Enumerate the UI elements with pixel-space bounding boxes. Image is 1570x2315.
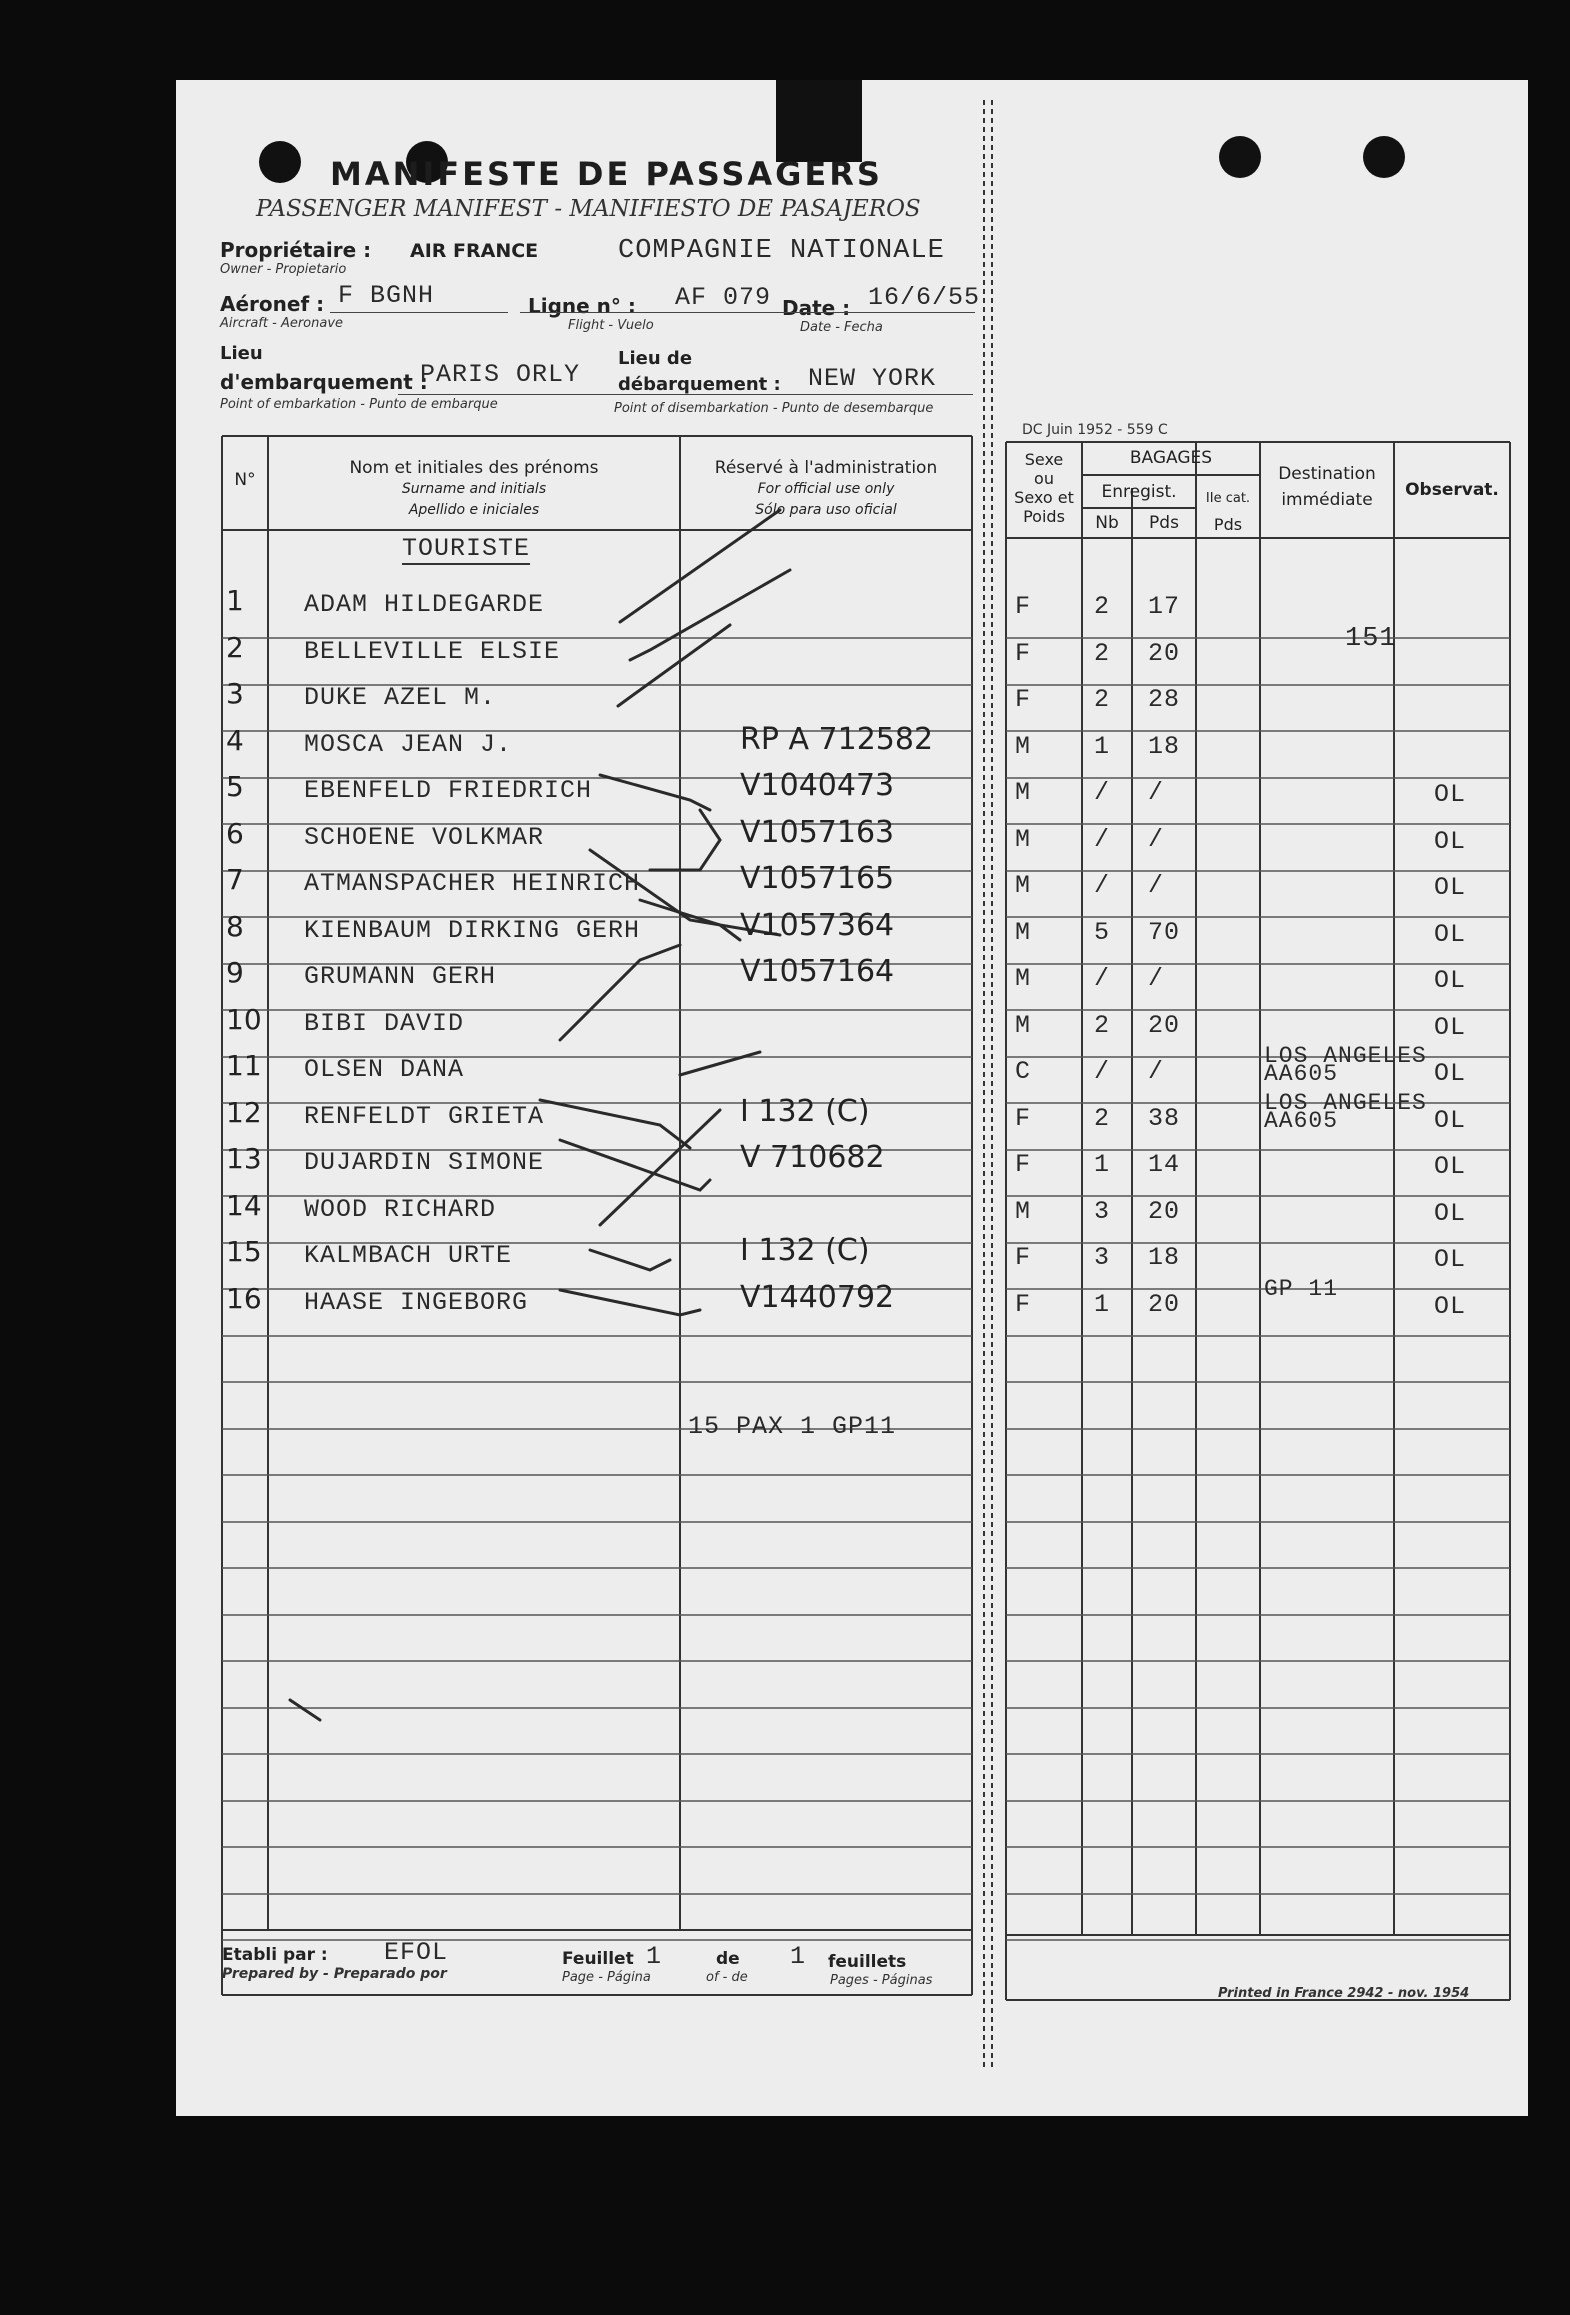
passenger-sex: F — [1015, 685, 1032, 714]
baggage-count: 2 — [1094, 685, 1111, 714]
col-sex-3: Sexo et — [1014, 488, 1074, 507]
passenger-name: DUJARDIN SIMONE — [304, 1148, 545, 1177]
passenger-sex: F — [1015, 1290, 1032, 1319]
prepared-sub: Prepared by - Preparado por — [222, 1966, 447, 1982]
passenger-observation: OL — [1434, 1013, 1467, 1042]
baggage-weight: 14 — [1148, 1150, 1181, 1179]
col-name — [268, 458, 680, 520]
flight-value: AF 079 — [675, 283, 772, 312]
embark-value: PARIS ORLY — [420, 360, 581, 389]
col-enregist: Enregist. — [1101, 482, 1177, 502]
section-touriste-label: TOURISTE — [402, 534, 531, 563]
owner-sub: Owner - Propietario — [220, 262, 347, 277]
col-name-es: Apellido e iniciales — [408, 502, 540, 518]
date-sub: Date - Fecha — [800, 320, 883, 335]
passenger-name: OLSEN DANA — [304, 1055, 465, 1084]
of-value: 1 — [790, 1942, 807, 1971]
passenger-name: EBENFELD FRIEDRICH — [304, 776, 593, 805]
form-reference: DC Juin 1952 - 559 C — [1022, 422, 1168, 438]
col-name-en: Surname and initials — [401, 481, 547, 497]
date-value: 16/6/55 — [868, 283, 981, 312]
totals-line: 15 PAX 1 GP11 — [688, 1412, 897, 1441]
passenger-number: 10 — [226, 1003, 262, 1036]
passenger-observation: OL — [1434, 1059, 1467, 1088]
passenger-name: KALMBACH URTE — [304, 1241, 513, 1270]
form-title: MANIFESTE DE PASSAGERS — [330, 155, 883, 193]
passenger-sex: C — [1015, 1057, 1032, 1086]
sheet-value: 1 — [646, 1942, 663, 1971]
sheets-label: feuillets — [828, 1952, 907, 1972]
embark-sub: Point of embarkation - Punto de embarque — [220, 397, 498, 412]
col-no: N° — [234, 470, 256, 490]
passenger-number: 6 — [226, 817, 244, 850]
passenger-sex: M — [1015, 871, 1032, 900]
col-sex-1: Sexe — [1024, 450, 1064, 469]
col-admin-en: For official use only — [757, 481, 895, 497]
sheet-label: Feuillet — [562, 1949, 634, 1969]
of-sub: of - de — [706, 1970, 748, 1985]
col-destination — [1260, 464, 1394, 510]
passenger-name: GRUMANN GERH — [304, 962, 497, 991]
baggage-count: 1 — [1094, 1290, 1111, 1319]
baggage-weight: 20 — [1148, 639, 1181, 668]
aircraft-sub: Aircraft - Aeronave — [220, 316, 344, 331]
baggage-weight: 28 — [1148, 685, 1181, 714]
passenger-destination: LOS ANGELES AA605 — [1264, 1090, 1427, 1134]
passenger-name: ATMANSPACHER HEINRICH — [304, 869, 641, 898]
passenger-observation: OL — [1434, 873, 1467, 902]
owner-label: Propriétaire : — [220, 238, 372, 262]
passenger-name: HAASE INGEBORG — [304, 1288, 529, 1317]
page-number: 151 — [1345, 624, 1397, 654]
passenger-number: 14 — [226, 1189, 262, 1222]
baggage-count: / — [1094, 825, 1111, 854]
passenger-sex: F — [1015, 1243, 1032, 1272]
baggage-weight: 20 — [1148, 1290, 1181, 1319]
passenger-number: 5 — [226, 770, 244, 803]
sheet-sub: Page - Página — [562, 1970, 651, 1985]
passenger-name: RENFELDT GRIETA — [304, 1102, 545, 1131]
col-class2-1: IIe cat. — [1205, 491, 1251, 506]
col-nb: Nb — [1095, 513, 1119, 533]
baggage-weight: / — [1148, 1057, 1165, 1086]
passenger-number: 15 — [226, 1235, 262, 1268]
passenger-name: KIENBAUM DIRKING GERH — [304, 916, 641, 945]
baggage-weight: / — [1148, 778, 1165, 807]
baggage-count: 2 — [1094, 1011, 1111, 1040]
passenger-name: SCHOENE VOLKMAR — [304, 823, 545, 852]
baggage-weight: 18 — [1148, 732, 1181, 761]
aircraft-underline — [330, 312, 508, 313]
passenger-admin-note: V1057163 — [740, 815, 895, 850]
baggage-count: 3 — [1094, 1197, 1111, 1226]
passenger-number: 4 — [226, 724, 244, 757]
passenger-name: ADAM HILDEGARDE — [304, 590, 545, 619]
col-admin — [680, 458, 972, 520]
disembark-value: NEW YORK — [808, 364, 937, 393]
passenger-observation: OL — [1434, 780, 1467, 809]
baggage-count: 2 — [1094, 592, 1111, 621]
col-observations: Observat. — [1405, 480, 1499, 500]
prepared-value: EFOL — [384, 1938, 449, 1967]
of-label: de — [716, 1949, 740, 1969]
passenger-sex: F — [1015, 639, 1032, 668]
passenger-number: 2 — [226, 631, 244, 664]
passenger-observation: OL — [1434, 966, 1467, 995]
passenger-admin-note: V1057364 — [740, 908, 895, 943]
baggage-weight: 17 — [1148, 592, 1181, 621]
passenger-sex: F — [1015, 1104, 1032, 1133]
passenger-number: 9 — [226, 956, 244, 989]
passenger-destination: LOS ANGELES AA605 — [1264, 1043, 1427, 1087]
embark-label-1: Lieu — [220, 343, 263, 364]
baggage-weight: / — [1148, 825, 1165, 854]
col-pds: Pds — [1149, 513, 1179, 533]
passenger-sex: M — [1015, 732, 1032, 761]
passenger-name: BELLEVILLE ELSIE — [304, 637, 561, 666]
col-admin-es: Sólo para uso oficial — [755, 502, 897, 518]
sheets-sub: Pages - Páginas — [830, 1973, 933, 1988]
passenger-admin-note: I 132 (C) — [740, 1094, 870, 1129]
baggage-count: 1 — [1094, 732, 1111, 761]
baggage-count: 1 — [1094, 1150, 1111, 1179]
baggage-count: / — [1094, 964, 1111, 993]
passenger-admin-note: V1040473 — [740, 768, 895, 803]
passenger-destination: GP 11 — [1264, 1276, 1339, 1302]
form-subtitle: PASSENGER MANIFEST - MANIFIESTO DE PASAJEROS — [256, 196, 921, 222]
col-sex — [1006, 450, 1082, 526]
passenger-observation: OL — [1434, 1152, 1467, 1181]
baggage-count: 3 — [1094, 1243, 1111, 1272]
passenger-name: DUKE AZEL M. — [304, 683, 497, 712]
passenger-name: MOSCA JEAN J. — [304, 730, 513, 759]
passenger-number: 7 — [226, 863, 244, 896]
passenger-admin-note: I 132 (C) — [740, 1233, 870, 1268]
passenger-observation: OL — [1434, 1292, 1467, 1321]
passenger-sex: M — [1015, 778, 1032, 807]
passenger-number: 11 — [226, 1049, 262, 1082]
col-bagages: BAGAGES — [1129, 448, 1213, 468]
printed-note: Printed in France 2942 - nov. 1954 — [1218, 1986, 1470, 2001]
passenger-sex: M — [1015, 918, 1032, 947]
aircraft-value: F BGNH — [338, 281, 435, 310]
flight-label: Ligne n° : — [528, 294, 636, 318]
disembark-label-1: Lieu de — [618, 348, 693, 369]
prepared-label: Etabli par : — [222, 1945, 328, 1965]
baggage-count: / — [1094, 778, 1111, 807]
flight-sub: Flight - Vuelo — [568, 318, 654, 333]
disembark-underline — [398, 394, 973, 395]
owner-printed: AIR FRANCE — [410, 240, 539, 262]
passenger-number: 12 — [226, 1096, 262, 1129]
col-sex-4: Poids — [1023, 507, 1065, 526]
passenger-sex: M — [1015, 1197, 1032, 1226]
baggage-weight: 70 — [1148, 918, 1181, 947]
col-admin-fr: Réservé à l'administration — [714, 458, 938, 478]
col-sex-2: ou — [1034, 469, 1054, 488]
passenger-sex: F — [1015, 1150, 1032, 1179]
passenger-admin-note: V1057164 — [740, 954, 895, 989]
passenger-name: WOOD RICHARD — [304, 1195, 497, 1224]
passenger-sex: M — [1015, 825, 1032, 854]
passenger-number: 8 — [226, 910, 244, 943]
col-name-fr: Nom et initiales des prénoms — [349, 458, 599, 478]
col-class2-2: Pds — [1213, 515, 1243, 534]
col-class2 — [1196, 486, 1260, 538]
col-destination-1: Destination — [1278, 464, 1376, 484]
passenger-observation: OL — [1434, 1245, 1467, 1274]
passenger-number: 3 — [226, 677, 244, 710]
baggage-count: / — [1094, 871, 1111, 900]
passenger-sex: F — [1015, 592, 1032, 621]
passenger-number: 1 — [226, 584, 244, 617]
baggage-count: 2 — [1094, 1104, 1111, 1133]
passenger-observation: OL — [1434, 1106, 1467, 1135]
baggage-count: / — [1094, 1057, 1111, 1086]
baggage-weight: 20 — [1148, 1197, 1181, 1226]
baggage-count: 2 — [1094, 639, 1111, 668]
embark-label-2: d'embarquement : — [220, 370, 428, 394]
date-label: Date : — [782, 296, 851, 320]
header-rule — [520, 312, 975, 313]
passenger-number: 16 — [226, 1282, 262, 1315]
passenger-sex: M — [1015, 964, 1032, 993]
disembark-label-2: débarquement : — [618, 374, 781, 395]
baggage-weight: 20 — [1148, 1011, 1181, 1040]
passenger-observation: OL — [1434, 1199, 1467, 1228]
passenger-number: 13 — [226, 1142, 262, 1175]
passenger-admin-note: RP A 712582 — [740, 722, 934, 757]
passenger-admin-note: V1057165 — [740, 861, 895, 896]
aircraft-label: Aéronef : — [220, 292, 325, 316]
baggage-weight: / — [1148, 964, 1165, 993]
passenger-sex: M — [1015, 1011, 1032, 1040]
baggage-weight: / — [1148, 871, 1165, 900]
disembark-sub: Point of disembarkation - Punto de desembarque — [614, 401, 934, 416]
passenger-observation: OL — [1434, 920, 1467, 949]
owner-value: COMPAGNIE NATIONALE — [618, 236, 945, 266]
passenger-name: BIBI DAVID — [304, 1009, 465, 1038]
baggage-count: 5 — [1094, 918, 1111, 947]
baggage-weight: 18 — [1148, 1243, 1181, 1272]
passenger-admin-note: V1440792 — [740, 1280, 895, 1315]
baggage-weight: 38 — [1148, 1104, 1181, 1133]
section-touriste — [402, 534, 530, 565]
passenger-observation: OL — [1434, 827, 1467, 856]
col-destination-2: immédiate — [1281, 490, 1373, 510]
passenger-admin-note: V 710682 — [740, 1140, 885, 1175]
